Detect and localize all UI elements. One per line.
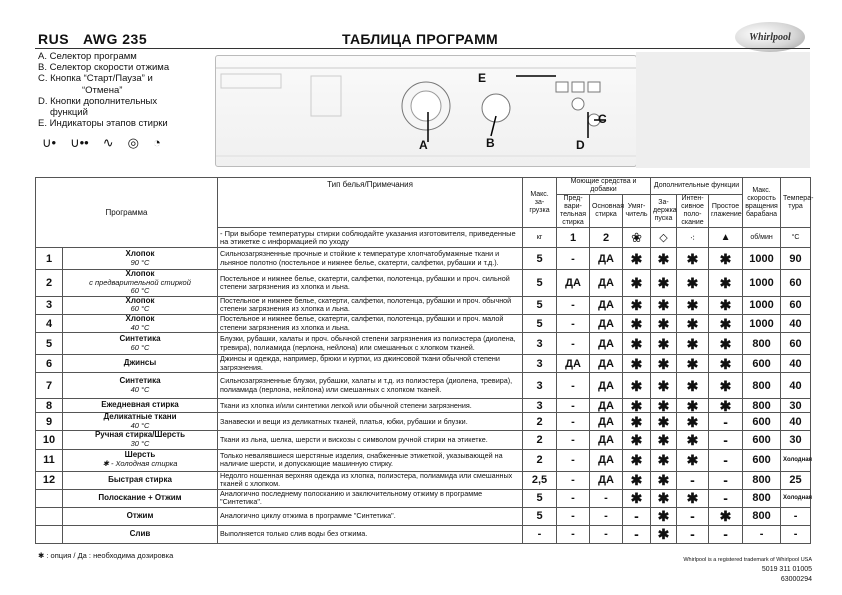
program-note: Постельное и нижнее белье, скатерти, салфетки, полотенца, рубашки и проч. сильной степени загрязнения из хлопка и льна. <box>218 270 523 297</box>
delay-value: ✱ <box>651 248 677 270</box>
max-load: 3 <box>523 333 557 355</box>
program-name <box>63 248 218 270</box>
label-e: E <box>478 71 487 85</box>
table-row <box>36 471 811 489</box>
header-intensive: Интен-сивное поло-скание <box>677 195 709 228</box>
program-name <box>63 413 218 431</box>
table-row <box>36 373 811 399</box>
table-row <box>36 399 811 413</box>
temperature-value: - <box>781 507 811 525</box>
intensive-value: ✱ <box>677 314 709 332</box>
header-prewash: Пред-вари-тельная стирка <box>557 195 590 228</box>
legend-item: D. Кнопки дополнительных <box>38 95 158 107</box>
prewash-value: ДА <box>557 270 590 297</box>
table-row <box>36 270 811 297</box>
legend-item: A. Селектор программ <box>38 51 137 62</box>
table-row <box>36 431 811 449</box>
max-load: 2 <box>523 413 557 431</box>
prewash-value: ДА <box>557 355 590 373</box>
header-c: °C <box>781 228 811 248</box>
program-name <box>63 314 218 332</box>
mainwash-icon: ∪•• <box>70 135 89 150</box>
softener-value: ✱ <box>623 248 651 270</box>
spin-speed: 800 <box>743 471 781 489</box>
header-easyiron: Простое глажение <box>709 195 743 228</box>
program-title: Хлопок <box>125 295 155 305</box>
program-title: Отжим <box>126 510 154 520</box>
header-delay: За-держка пуска <box>651 195 677 228</box>
spin-speed: 800 <box>743 399 781 413</box>
easy-iron-value: ✱ <box>709 373 743 399</box>
program-temperature: 60 °C <box>130 286 150 296</box>
header-divider <box>35 48 810 49</box>
temperature-value: 25 <box>781 471 811 489</box>
intensive-value: ✱ <box>677 431 709 449</box>
mainwash-value: ДА <box>590 333 623 355</box>
spin-speed: - <box>743 525 781 543</box>
legend-item: E. Индикаторы этапов стирки <box>38 118 168 130</box>
temperature-value: 30 <box>781 399 811 413</box>
delay-value: ✱ <box>651 314 677 332</box>
temperature-value: 40 <box>781 373 811 399</box>
program-note: Сильнозагрязненные блузки, рубашки, халаты и т.д. из полиэстера (диолена, тревира), полиамида (перлона, нейлона) или смешанных с хлопком тканей. <box>218 373 523 399</box>
mainwash-value: ДА <box>590 248 623 270</box>
legend-item: C. Кнопка “Старт/Пауза” и <box>38 73 153 85</box>
program-name <box>63 489 218 507</box>
program-note: Аналогично циклу отжима в программе "Синтетика". <box>218 507 523 525</box>
delay-value: ✱ <box>651 507 677 525</box>
easy-iron-value: ✱ <box>709 296 743 314</box>
program-subtitle: с предварительной стиркой <box>89 277 191 287</box>
mainwash-value: ДА <box>590 471 623 489</box>
program-note: Аналогично последнему полосканию и заключительному отжиму в программе "Синтетика". <box>218 489 523 507</box>
easy-iron-value: ✱ <box>709 248 743 270</box>
delay-value: ✱ <box>651 525 677 543</box>
softener-value: ✱ <box>623 449 651 471</box>
spin-speed: 800 <box>743 489 781 507</box>
mainwash-value: - <box>590 507 623 525</box>
shaded-area <box>636 52 810 168</box>
prewash-value: - <box>557 489 590 507</box>
intensive-value: ✱ <box>677 489 709 507</box>
program-note: Ткани из льна, шелка, шерсти и вискозы с символом ручной стирки на этикетке. <box>218 431 523 449</box>
temperature-value: 40 <box>781 314 811 332</box>
program-number: 9 <box>36 413 63 431</box>
easy-iron-value: ✱ <box>709 314 743 332</box>
delay-value: ✱ <box>651 449 677 471</box>
temperature-value: 60 <box>781 270 811 297</box>
softener-value: - <box>623 525 651 543</box>
program-title: Джинсы <box>123 358 157 368</box>
max-load: 2 <box>523 431 557 449</box>
mainwash-value: ДА <box>590 296 623 314</box>
softener-value: ✱ <box>623 413 651 431</box>
table-row <box>36 525 811 543</box>
easy-iron-value: - <box>709 489 743 507</box>
prewash-value: - <box>557 413 590 431</box>
program-number: 10 <box>36 431 63 449</box>
program-note: Блузки, рубашки, халаты и проч. обычной степени загрязнения из полиэстера (диолена, тревира), полиамида (перлона, нейлона) или смешанных с хлопком тканей. <box>218 333 523 355</box>
label-c: C <box>598 112 607 126</box>
program-title: Ежедневная стирка <box>101 400 179 410</box>
spin-speed: 1000 <box>743 248 781 270</box>
delay-value: ✱ <box>651 296 677 314</box>
program-title: Хлопок <box>125 313 155 323</box>
program-number <box>36 489 63 507</box>
max-load: 2,5 <box>523 471 557 489</box>
program-name <box>63 431 218 449</box>
program-title: Полоскание + Отжим <box>98 492 182 502</box>
header-compartment-2: 2 <box>590 228 623 248</box>
program-note: Джинсы и одежда, например, брюки и куртки, из джинсовой ткани обычной степени загрязнения. <box>218 355 523 373</box>
label-d: D <box>576 138 585 152</box>
program-number: 4 <box>36 314 63 332</box>
temperature-value: Холодная <box>781 489 811 507</box>
prewash-value: - <box>557 471 590 489</box>
header-kg: кг <box>523 228 557 248</box>
program-number: 5 <box>36 333 63 355</box>
easy-iron-value: - <box>709 471 743 489</box>
delay-value: ✱ <box>651 333 677 355</box>
mainwash-value: - <box>590 489 623 507</box>
footer-info <box>640 555 812 585</box>
program-title: Шерсть <box>124 450 156 460</box>
program-name <box>63 270 218 297</box>
max-load: 5 <box>523 270 557 297</box>
temperature-value: 90 <box>781 248 811 270</box>
program-name <box>63 333 218 355</box>
table-row <box>36 413 811 431</box>
header-maxload: Макс. за-грузка <box>523 178 557 228</box>
spin-speed: 1000 <box>743 270 781 297</box>
program-name <box>63 507 218 525</box>
program-note: Ткани из хлопка и/или синтетики легкой или обычной степени загрязнения. <box>218 399 523 413</box>
delay-value: ✱ <box>651 413 677 431</box>
spin-speed: 800 <box>743 507 781 525</box>
program-note: Выполняется только слив воды без отжима. <box>218 525 523 543</box>
spin-speed: 600 <box>743 449 781 471</box>
mainwash-value: ДА <box>590 449 623 471</box>
max-load: 5 <box>523 248 557 270</box>
max-load: 2 <box>523 449 557 471</box>
delay-value: ✱ <box>651 373 677 399</box>
table-row <box>36 248 811 270</box>
program-number: 7 <box>36 373 63 399</box>
header-note: - При выборе температуры стирки соблюдайте указания изготовителя, приведенные на этикетке с информацией по уходу <box>218 228 523 248</box>
mainwash-value: ДА <box>590 431 623 449</box>
intensive-value: ✱ <box>677 449 709 471</box>
max-load: 3 <box>523 355 557 373</box>
program-temperature: 90 °C <box>130 257 150 267</box>
document-code: 5019 311 01005 <box>761 566 812 573</box>
program-note: Постельное и нижнее белье, скатерти, салфетки, полотенца, рубашки и проч. обычной степени загрязнения из хлопка и льна. <box>218 296 523 314</box>
program-note: Только невалявшиеся шерстяные изделия, снабженные этикеткой, указывающей на наличие шерсти, и допускающие машинную стирку. <box>218 449 523 471</box>
program-temperature: 40 °C <box>130 322 150 332</box>
softener-value: ✱ <box>623 333 651 355</box>
table-row <box>36 489 811 507</box>
softener-value: ✱ <box>623 270 651 297</box>
program-temperature: 40 °C <box>130 420 150 430</box>
table-row <box>36 333 811 355</box>
legend-item: B. Селектор скорости отжима <box>38 62 170 74</box>
softener-value: - <box>623 507 651 525</box>
softener-value: ✱ <box>623 489 651 507</box>
program-temperature: 60 °C <box>130 342 150 352</box>
program-title: Синтетика <box>119 376 161 386</box>
legend-item: “Отмена” <box>82 84 123 96</box>
temperature-value: 40 <box>781 413 811 431</box>
prewash-value: - <box>557 449 590 471</box>
temperature-value: 30 <box>781 431 811 449</box>
header-temp: Темпера-тура <box>781 178 811 228</box>
softener-value: ✱ <box>623 314 651 332</box>
delay-icon: ◇ <box>651 228 677 248</box>
program-name <box>63 399 218 413</box>
easy-iron-value: ✱ <box>709 399 743 413</box>
program-title: Синтетика <box>119 334 161 344</box>
program-temperature: 40 °C <box>130 384 150 394</box>
program-number: 1 <box>36 248 63 270</box>
model-header <box>38 31 157 47</box>
model-name: AWG 235 <box>82 31 148 47</box>
program-name <box>63 525 218 543</box>
easy-iron-value: ✱ <box>709 507 743 525</box>
header-program: Программа <box>36 178 218 248</box>
max-load: 3 <box>523 399 557 413</box>
program-title: Слив <box>129 528 151 538</box>
spin-speed: 800 <box>743 373 781 399</box>
mainwash-value: ДА <box>590 270 623 297</box>
mainwash-value: ДА <box>590 355 623 373</box>
intensive-value: ✱ <box>677 413 709 431</box>
intensive-value: ✱ <box>677 399 709 413</box>
control-panel-illustration <box>215 55 637 167</box>
delay-value: ✱ <box>651 489 677 507</box>
program-title: Деликатные ткани <box>103 412 177 422</box>
max-load: 5 <box>523 507 557 525</box>
prewash-value: - <box>557 248 590 270</box>
program-title: Ручная стирка/Шерсть <box>94 430 186 440</box>
intensive-value: ✱ <box>677 355 709 373</box>
easy-iron-value: - <box>709 431 743 449</box>
wash-stage-icons <box>42 135 161 151</box>
delay-value: ✱ <box>651 399 677 413</box>
mainwash-value: ДА <box>590 413 623 431</box>
easy-iron-value: ✱ <box>709 355 743 373</box>
program-title: Быстрая стирка <box>108 474 172 484</box>
delay-value: ✱ <box>651 270 677 297</box>
program-number: 2 <box>36 270 63 297</box>
easy-iron-value: ✱ <box>709 270 743 297</box>
spin-speed: 600 <box>743 355 781 373</box>
mainwash-value: - <box>590 525 623 543</box>
document-code-2: 63000294 <box>780 576 812 583</box>
max-load: 5 <box>523 314 557 332</box>
program-note: Сильнозагрязненные прочные и стойкие к температуре хлопчатобумажные ткани и льняное полотно (постельное и нижнее белье, скатерти, салфетки, рубашки и т.д.). <box>218 248 523 270</box>
softener-value: ✱ <box>623 471 651 489</box>
temperature-value: - <box>781 525 811 543</box>
mainwash-value: ДА <box>590 314 623 332</box>
intensive-value: ✱ <box>677 296 709 314</box>
program-name <box>63 471 218 489</box>
spin-icon: ◎ <box>127 135 139 150</box>
header-mainwash: Основная стирка <box>590 195 623 228</box>
page-title: ТАБЛИЦА ПРОГРАММ <box>342 31 498 47</box>
easy-iron-value: ✱ <box>709 333 743 355</box>
control-legend <box>38 51 213 129</box>
prewash-value: - <box>557 314 590 332</box>
rinse-icon: ∿ <box>102 135 114 150</box>
label-b: B <box>486 136 495 150</box>
program-temperature: 60 °C <box>130 304 150 314</box>
program-name <box>63 296 218 314</box>
intensive-value: - <box>677 507 709 525</box>
delay-value: ✱ <box>651 471 677 489</box>
softener-value: ✱ <box>623 355 651 373</box>
header-compartment-1: 1 <box>557 228 590 248</box>
spin-speed: 600 <box>743 413 781 431</box>
logo-text: Whirlpool <box>749 31 791 43</box>
delay-value: ✱ <box>651 431 677 449</box>
header-type: Тип белья/Примечания <box>218 178 523 228</box>
intensive-rinse-icon: ⁖ <box>677 228 709 248</box>
program-table <box>35 177 814 544</box>
header-rpm: об/мин <box>743 228 781 248</box>
footnote: ✱ : опция / Да : необходима дозировка <box>38 551 174 560</box>
table-row <box>36 449 811 471</box>
softener-value: ✱ <box>623 399 651 413</box>
legend-item: функций <box>50 107 88 119</box>
country-code: RUS <box>38 31 70 47</box>
table-row <box>36 355 811 373</box>
prewash-value: - <box>557 399 590 413</box>
mainwash-value: ДА <box>590 373 623 399</box>
easy-iron-icon: ▲ <box>709 228 743 248</box>
max-load: - <box>523 525 557 543</box>
temperature-value: 60 <box>781 333 811 355</box>
max-load: 5 <box>523 489 557 507</box>
program-name <box>63 355 218 373</box>
max-load: 5 <box>523 296 557 314</box>
header-detergents: Моющие средства и добавки <box>557 178 651 195</box>
max-load: 3 <box>523 373 557 399</box>
intensive-value: ✱ <box>677 270 709 297</box>
easy-iron-value: - <box>709 413 743 431</box>
program-temperature: ✱ - Холодная стирка <box>102 459 178 469</box>
softener-icon: ❀ <box>623 228 651 248</box>
softener-value: ✱ <box>623 373 651 399</box>
program-temperature: 30 °C <box>130 438 150 448</box>
temperature-value: Холодная <box>781 449 811 471</box>
prewash-value: - <box>557 333 590 355</box>
program-note: Постельное и нижнее белье, скатерти, салфетки, полотенца, рубашки и проч. малой степени загрязнения из хлопка и льна. <box>218 314 523 332</box>
program-name <box>63 373 218 399</box>
spin-speed: 1000 <box>743 296 781 314</box>
spin-speed: 800 <box>743 333 781 355</box>
prewash-value: - <box>557 507 590 525</box>
program-number: 8 <box>36 399 63 413</box>
temperature-value: 60 <box>781 296 811 314</box>
program-number: 3 <box>36 296 63 314</box>
prewash-value: - <box>557 525 590 543</box>
spin-speed: 600 <box>743 431 781 449</box>
header-softener: Умяг-читель <box>623 195 651 228</box>
program-number: 6 <box>36 355 63 373</box>
header-extra-functions: Дополнительные функции <box>651 178 743 195</box>
prewash-icon: ∪• <box>42 135 57 150</box>
prewash-value: - <box>557 373 590 399</box>
trademark-note: Whirlpool is a registered trademark of Whirlpool USA <box>683 557 812 563</box>
program-note: Недолго ношенная верхняя одежда из хлопка, полиэстера, полиамида или смешанных тканей с хлопком. <box>218 471 523 489</box>
softener-value: ✱ <box>623 296 651 314</box>
program-number: 12 <box>36 471 63 489</box>
delay-value: ✱ <box>651 355 677 373</box>
temperature-value: 40 <box>781 355 811 373</box>
prewash-value: - <box>557 431 590 449</box>
program-title: Хлопок <box>125 269 155 278</box>
intensive-value: ✱ <box>677 248 709 270</box>
header-speed: Макс. скорость вращения барабана <box>743 178 781 228</box>
intensive-value: ✱ <box>677 333 709 355</box>
easy-iron-value: - <box>709 449 743 471</box>
table-row <box>36 314 811 332</box>
prewash-value: - <box>557 296 590 314</box>
softener-value: ✱ <box>623 431 651 449</box>
program-number: 11 <box>36 449 63 471</box>
end-icon: ◔ <box>152 135 161 150</box>
program-title: Хлопок <box>125 248 155 258</box>
program-name <box>63 449 218 471</box>
table-row <box>36 296 811 314</box>
program-number <box>36 507 63 525</box>
intensive-value: - <box>677 471 709 489</box>
spin-speed: 1000 <box>743 314 781 332</box>
program-number <box>36 525 63 543</box>
program-note: Занавески и вещи из деликатных тканей, платья, юбки, рубашки и блузки. <box>218 413 523 431</box>
intensive-value: ✱ <box>677 373 709 399</box>
label-a: A <box>419 138 428 152</box>
intensive-value: - <box>677 525 709 543</box>
easy-iron-value: - <box>709 525 743 543</box>
mainwash-value: ДА <box>590 399 623 413</box>
table-row <box>36 507 811 525</box>
